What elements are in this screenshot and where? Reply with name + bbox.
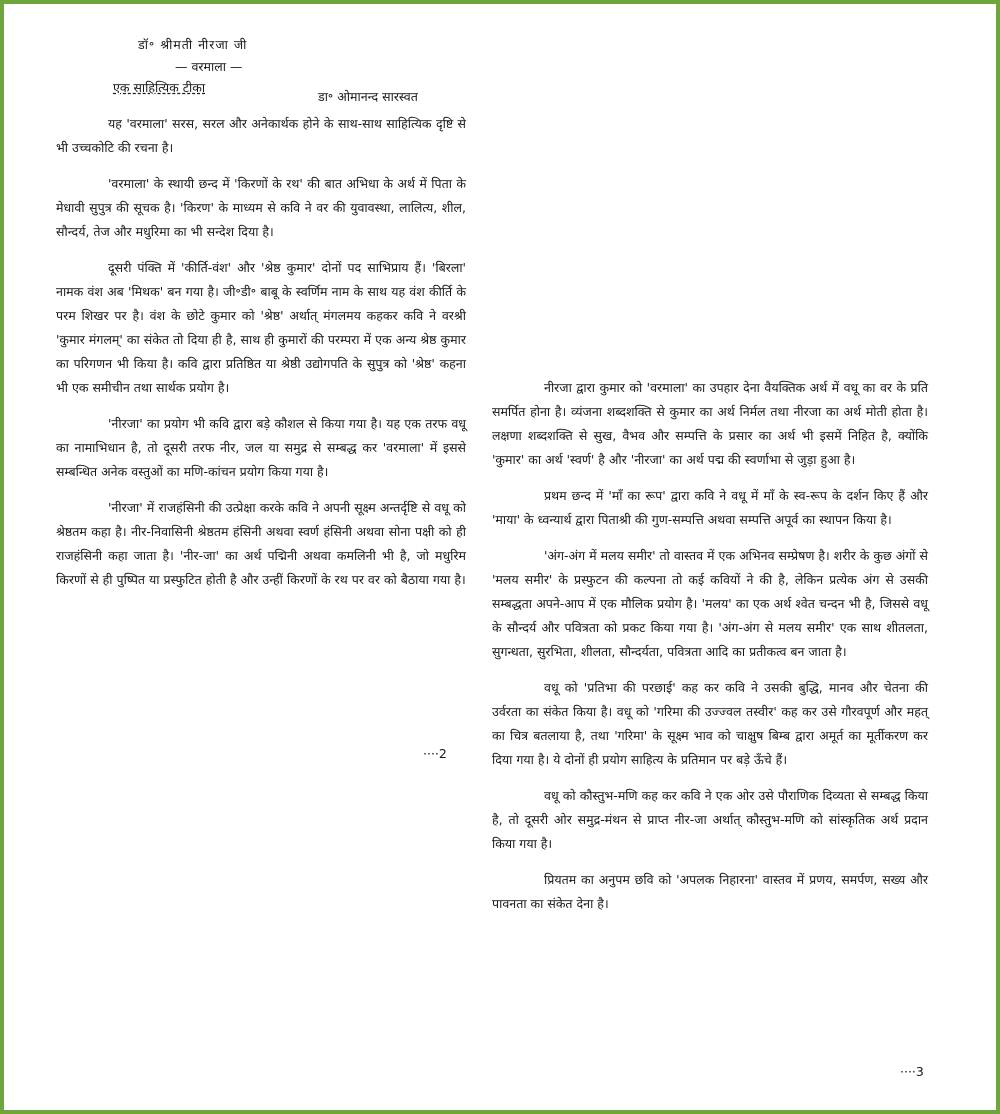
paragraph: 'वरमाला' के स्थायी छन्द में 'किरणों के रथ' की बात अभिधा के अर्थ में पिता के मेधावी सुपुत्र की सूचक है। 'किरण' के माध्यम से कवि ने वर की युवावस्था, लालित्य, शील, सौन्दर्य, तेज और मधुरिमा का भी सन्देश दिया है। bbox=[56, 176, 466, 239]
right-column bbox=[492, 376, 928, 928]
page-number-right: ····3 bbox=[900, 1064, 924, 1079]
heading-name: डॉ॰ श्रीमती नीरजा जी bbox=[138, 37, 248, 52]
heading-title: — वरमाला — bbox=[175, 59, 243, 74]
page-number-left: ····2 bbox=[423, 746, 447, 761]
paragraph: नीरजा द्वारा कुमार को 'वरमाला' का उपहार देना वैयक्तिक अर्थ में वधू का वर के प्रति समर्पित होना है। व्यंजना शब्दशक्ति से कुमार का अर्थ निर्मल तथा नीरजा का अर्थ मोती होता है। लक्षणा शब्दशक्ति से सुख, वैभव और सम्पत्ति के प्रसार का अर्थ भी इसमें निहित है, क्योंकि 'कुमार' का अर्थ 'स्वर्ण' है और 'नीरजा' का अर्थ पद्म की स्वर्णाभा से जुड़ा हुआ है। bbox=[492, 380, 928, 467]
paragraph: प्रियतम का अनुपम छवि को 'अपलक निहारना' वास्तव में प्रणय, समर्पण, सख्य और पावनता का संकेत देना है। bbox=[492, 872, 928, 911]
paragraph: यह 'वरमाला' सरस, सरल और अनेकार्थक होने के साथ-साथ साहित्यिक दृष्टि से भी उच्चकोटि की रचना है। bbox=[56, 116, 466, 155]
author-name: डा॰ ओमानन्द सारस्वत bbox=[318, 89, 418, 104]
paragraph: वधू को कौस्तुभ-मणि कह कर कवि ने एक ओर उसे पौराणिक दिव्यता से सम्बद्ध किया है, तो दूसरी ओर समुद्र-मंथन से प्राप्त नीर-जा अर्थात् कौस्तुभ-मणि को सांस्कृतिक अर्थ प्रदान किया गया है। bbox=[492, 788, 928, 851]
paragraph: 'नीरजा' में राजहंसिनी की उत्प्रेक्षा करके कवि ने अपनी सूक्ष्म अन्तर्दृष्टि से वधू को श्रेष्ठतम कहा है। नीर-निवासिनी श्रेष्ठतम हंसिनी अथवा स्वर्ण हंसिनी अथवा सोना पक्षी को ही राजहंसिनी कहा जाता है। 'नीर-जा' का अर्थ पद्मिनी अथवा कमलिनी भी है, जो मधुरिम किरणों से ही पुष्पित या प्रस्फुटित होती है और उन्हीं किरणों के रथ पर वर को बैठाया गया है। bbox=[56, 500, 466, 587]
paragraph: 'नीरजा' का प्रयोग भी कवि द्वारा बड़े कौशल से किया गया है। यह एक तरफ वधू का नामाभिधान है, तो दूसरी तरफ नीर, जल या समुद्र से सम्बद्ध कर 'वरमाला' में इससे सम्बन्धित अनेक वस्तुओं का मणि-कांचन प्रयोग किया गया है। bbox=[56, 416, 466, 479]
paragraph: प्रथम छन्द में 'माँ का रूप' द्वारा कवि ने वधू में माँ के स्व-रूप के दर्शन किए हैं और 'माया' के ध्वन्यार्थ द्वारा पिताश्री की गुण-सम्पत्ति अथवा सम्पत्ति अपूर्व का स्थापन किया है। bbox=[492, 488, 928, 527]
left-column bbox=[56, 112, 466, 604]
paragraph: वधू को 'प्रतिभा की परछाई' कह कर कवि ने उसकी बुद्धि, मानव और चेतना की उर्वरता का संकेत किया है। वधू को 'गरिमा की उज्ज्वल तस्वीर' कह कर उसे गौरवपूर्ण और महत् का चित्र बतलाया है, तथा 'गरिमा' के सूक्ष्म भाव को चाक्षुष बिम्ब द्वारा अमूर्त का मूर्तीकरण कर दिया गया है। ये दोनों ही प्रयोग साहित्य के प्रतिमान पर बड़े ऊँचे हैं। bbox=[492, 680, 928, 767]
heading-subtitle: एक साहित्यिक टीका bbox=[113, 80, 206, 95]
paragraph: दूसरी पंक्ति में 'कीर्ति-वंश' और 'श्रेष्ठ कुमार' दोनों पद साभिप्राय हैं। 'बिरला' नामक वंश अब 'मिथक' बन गया है। जी॰डी॰ बाबू के स्वर्णिम नाम के साथ यह वंश कीर्ति के परम शिखर पर है। वंश के छोटे कुमार को 'श्रेष्ठ' अर्थात् मंगलमय कहकर कवि ने वरश्री 'कुमार मंगलम्' का संकेत तो दिया ही है, साथ ही कुमारों की परम्परा में एक अन्य श्रेष्ठ कुमार का परिगणन भी किया है। कवि द्वारा प्रतिष्ठित या श्रेष्ठी उद्योगपति के सुपुत्र को 'श्रेष्ठ' कहना भी एक समीचीन तथा सार्थक प्रयोग है। bbox=[56, 260, 466, 395]
paragraph: 'अंग-अंग में मलय समीर' तो वास्तव में एक अभिनव सम्प्रेषण है। शरीर के कुछ अंगों से 'मलय समीर' के प्रस्फुटन की कल्पना तो कई कवियों ने की है, लेकिन प्रत्येक अंग से उसकी सम्बद्धता अपने-आप में एक मौलिक प्रयोग है। 'मलय' का एक अर्थ श्वेत चन्दन भी है, जिससे वधू के सौन्दर्य और पवित्रता को प्रकट किया गया है। 'अंग-अंग से मलय समीर' एक साथ शीतलता, सुगन्धता, सुरभिता, शीलता, सौन्दर्यता, पवित्रता आदि का प्रतीकत्व बन जाता है। bbox=[492, 548, 928, 659]
